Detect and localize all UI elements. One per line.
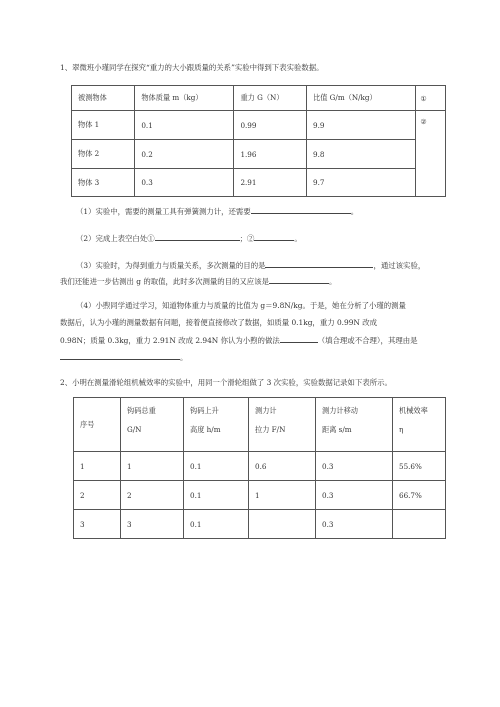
header-line: 钩码上升 (190, 406, 219, 415)
table-cell: 9.8 (307, 140, 416, 169)
subquestion-3-line-2 (60, 275, 336, 287)
table-header-row (74, 398, 446, 452)
table-cell: 0.3 (135, 169, 234, 197)
subquestion-4-line-4 (60, 351, 187, 363)
table-cell: 0.6 (249, 452, 316, 481)
header-line: 测力计移动 (322, 406, 358, 415)
table-cell: 3 (121, 510, 184, 539)
header-line: 钩码总重 (127, 406, 156, 415)
table-header-cell (184, 398, 249, 452)
header-line: 机械效率 (399, 406, 428, 415)
header-line: G/N (127, 425, 142, 434)
table-header-cell (249, 398, 316, 452)
table-cell: 0.1 (135, 111, 234, 140)
subquestion-2 (76, 232, 302, 244)
table-cell: 0.3 (316, 452, 393, 481)
subquestion-4: （4）小煦同学通过学习，知道物体重力与质量的比值为 g＝9.8N/kg。于是，她在分析了小瑾的测量 (76, 301, 406, 310)
table-header-cell: 物体质量 m（kg） (135, 86, 234, 111)
answer-blank[interactable] (155, 232, 240, 241)
header-line: 拉力 F/N (255, 425, 286, 434)
subquestion-4-line-2: 数据后，认为小瑾的测量数据有问题，接着便直接修改了数据，如质量 0.1kg，重力 0.99N 改成 (60, 318, 377, 327)
table-side-cell: ② (416, 111, 446, 197)
table-cell: 0.1 (184, 510, 249, 539)
table-cell (249, 510, 316, 539)
table-cell: 0.2 (135, 140, 234, 169)
table-row (74, 452, 446, 481)
question-1-intro: 1、翠微班小瑾同学在探究“重力的大小跟质量的关系”实验中得到下表实验数据。 (60, 63, 324, 72)
subquestion-text: 。 (328, 277, 337, 286)
table-cell (393, 510, 446, 539)
answer-blank[interactable] (265, 259, 373, 268)
experiment-table-2 (73, 397, 446, 539)
table-header-cell: ① (416, 86, 446, 111)
subquestion-text: 0.98N；质量 0.3kg，重力 2.91N 改成 2.94N 你认为小煦的做法 (60, 336, 280, 345)
subquestion-text: （3）实验时，为得到重力与质量关系，多次测量的目的是 (76, 261, 266, 270)
subquestion-text: 。 (180, 353, 188, 362)
table-cell: 2 (74, 481, 121, 510)
subquestion-1 (76, 205, 358, 217)
table-cell: 物体 3 (72, 169, 135, 197)
table-row (74, 510, 446, 539)
table-cell: 1 (74, 452, 121, 481)
table-header-cell (74, 398, 121, 452)
answer-blank[interactable] (269, 275, 329, 284)
table-cell: 2 (121, 481, 184, 510)
answer-blank[interactable] (254, 232, 294, 241)
answer-blank[interactable] (251, 205, 351, 214)
table-header-cell: 重力 G（N） (234, 86, 307, 111)
table-header-cell: 比值 G/m（N/kg） (307, 86, 416, 111)
table-cell: 1 (249, 481, 316, 510)
subquestion-text: 。 (350, 207, 359, 216)
table-row (72, 169, 446, 197)
table-header-row (72, 86, 446, 111)
subquestion-text: 我们还能进一步估测出 g 的取值，此时多次测量的目的又应该是 (60, 277, 269, 286)
table-header-cell (121, 398, 184, 452)
table-cell: 0.3 (316, 481, 393, 510)
header-line: η (399, 425, 404, 434)
subquestion-text: （填合理或不合理），其理由是 (317, 336, 418, 345)
table-cell: 9.9 (307, 111, 416, 140)
table-cell: 2.91 (234, 169, 307, 197)
table-cell: 物体 2 (72, 140, 135, 169)
header-line: 测力计 (255, 406, 277, 415)
table-cell: 66.7% (393, 481, 446, 510)
table-cell: 0.1 (184, 481, 249, 510)
table-cell: 3 (74, 510, 121, 539)
subquestion-4-line-3 (60, 334, 418, 346)
subquestion-text: ；② (239, 234, 255, 243)
table-cell: 55.6% (393, 452, 446, 481)
table-header-cell (316, 398, 393, 452)
answer-blank[interactable] (280, 334, 318, 343)
table-cell: 0.1 (184, 452, 249, 481)
header-line: 距离 s/m (322, 425, 352, 434)
subquestion-text: （2）完成上表空白处① (76, 234, 155, 243)
question-2-intro: 2、小明在测量滑轮组机械效率的实验中，用同一个滑轮组做了 3 次实验，实验数据记录如下表所示。 (60, 378, 392, 387)
header-line: 序号 (80, 420, 95, 429)
table-header-cell: 被测物体 (72, 86, 135, 111)
table-row (72, 111, 446, 140)
table-cell: 9.7 (307, 169, 416, 197)
experiment-table-1 (71, 85, 446, 197)
table-cell: 1 (121, 452, 184, 481)
table-cell: 0.3 (316, 510, 393, 539)
subquestion-text: 。 (294, 234, 302, 243)
table-cell: 1.96 (234, 140, 307, 169)
table-row (74, 481, 446, 510)
table-header-cell (393, 398, 446, 452)
table-cell: 0.99 (234, 111, 307, 140)
table-cell: 物体 1 (72, 111, 135, 140)
header-line: 高度 h/m (190, 425, 221, 434)
answer-blank[interactable] (60, 351, 180, 360)
subquestion-text: ，通过该实验， (373, 261, 426, 270)
table-row (72, 140, 446, 169)
subquestion-text: （1）实验中，需要的测量工具有弹簧测力计，还需要 (76, 207, 251, 216)
subquestion-3 (76, 259, 425, 271)
